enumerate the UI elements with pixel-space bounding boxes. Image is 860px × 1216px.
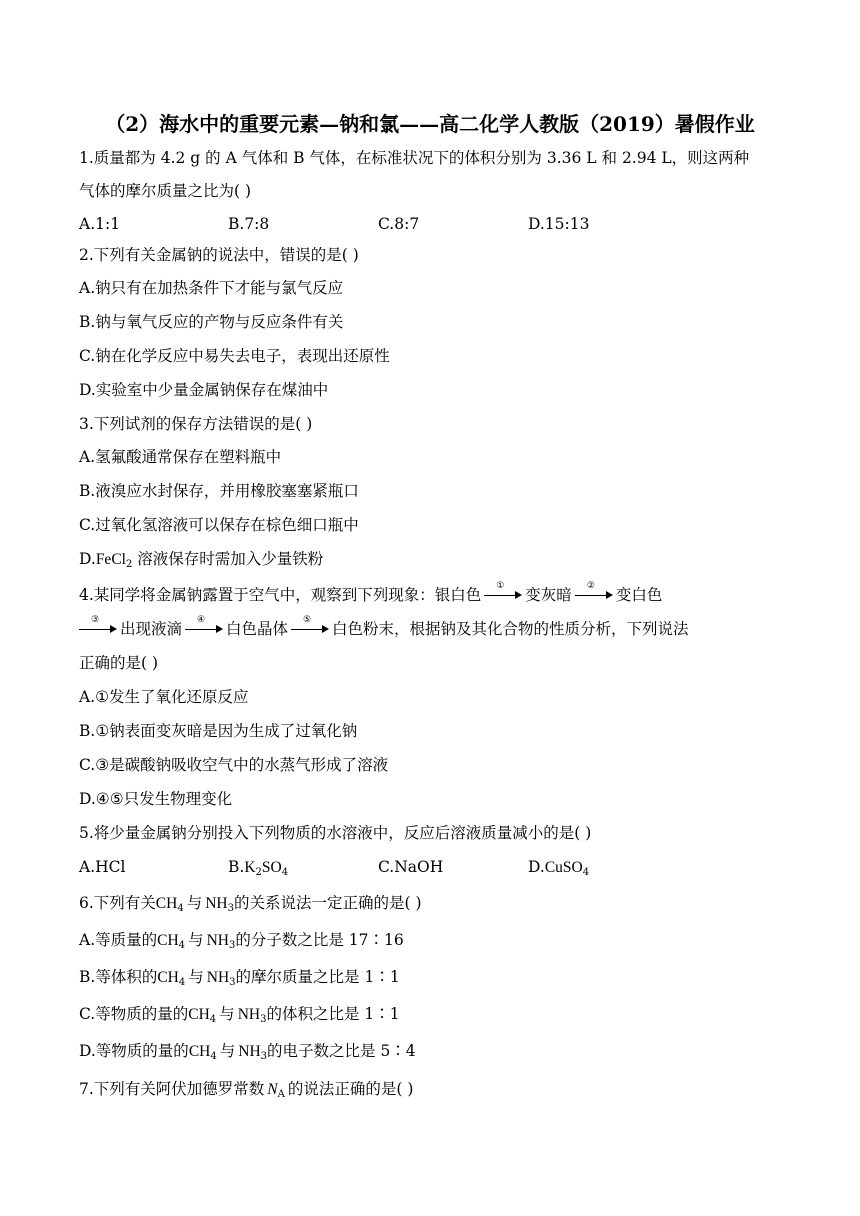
formula-subscript: 4 [582, 867, 590, 878]
formula-k: K [244, 859, 256, 876]
formula-fecl2: FeCl [95, 551, 126, 568]
q4-text-crystal: 白色晶体 [226, 620, 289, 638]
formula-nh3: NH [206, 969, 230, 986]
q3-option-c: C.过氧化氢溶液可以保存在棕色细口瓶中 [79, 516, 359, 534]
option-prefix: B. [228, 858, 245, 876]
symbol-avogadro: N [267, 1081, 278, 1098]
q3-stem: 3.下列试剂的保存方法错误的是( ) [79, 415, 313, 433]
arrow-label: ④ [197, 615, 206, 625]
q6-d-post: 的电子数之比是 5∶4 [267, 1042, 416, 1060]
q5-option-b [228, 857, 288, 883]
symbol-subscript: A [277, 1089, 285, 1100]
formula-subscript: 3 [229, 977, 236, 988]
q6-b-pre: B.等体积的 [79, 968, 158, 986]
formula-subscript: 4 [177, 903, 184, 914]
q3-option-d-prefix: D. [79, 550, 96, 568]
formula-subscript: 3 [227, 903, 234, 914]
option-prefix: D. [528, 858, 545, 876]
q3-option-a: A.氢氟酸通常保存在塑料瓶中 [79, 448, 282, 466]
q3-option-d [79, 549, 323, 575]
q4-stem-line1 [79, 581, 663, 605]
q1-stem-line2: 气体的摩尔质量之比为( ) [79, 182, 252, 200]
q2-stem: 2.下列有关金属钠的说法中，错误的是( ) [79, 246, 359, 264]
q5-option-a: A.HCl [79, 858, 126, 876]
q6-a-mid: 与 [188, 931, 204, 949]
arrow-label: ③ [91, 615, 100, 625]
formula-nh3: NH [237, 1006, 261, 1023]
formula-subscript: 3 [260, 1014, 267, 1025]
q4-text-droplets: 出现液滴 [120, 620, 183, 638]
formula-subscript: 2 [255, 867, 262, 878]
q6-c-post: 的体积之比是 1∶1 [266, 1005, 400, 1023]
q5-option-c: C.NaOH [378, 858, 444, 876]
formula-subscript: 4 [210, 1051, 217, 1062]
q4-text-grey: 变灰暗 [525, 586, 572, 604]
q1-option-a: A.1:1 [79, 215, 121, 233]
q6-stem-a: 6.下列有关 [79, 894, 156, 912]
formula-ch4: CH [157, 932, 179, 949]
q3-option-d-text: 溶液保存时需加入少量铁粉 [132, 550, 324, 568]
formula-ch4: CH [188, 1006, 210, 1023]
q4-option-d: D.④⑤只发生物理变化 [79, 790, 233, 808]
q6-b-post: 的摩尔质量之比是 1∶1 [235, 968, 400, 986]
q4-stem-line2 [79, 615, 689, 639]
q6-b-mid: 与 [188, 968, 204, 986]
q6-c-mid: 与 [219, 1005, 235, 1023]
formula-nh3: NH [205, 895, 228, 912]
formula-subscript: 4 [178, 977, 186, 988]
q6-option-c [79, 1004, 400, 1030]
arrow-label: ② [586, 581, 595, 591]
q6-option-b [79, 967, 400, 993]
q7-stem [79, 1079, 413, 1105]
formula-ch4: CH [188, 1043, 211, 1060]
page-title: （2）海水中的重要元素—钠和氯——高二化学人教版（2019）暑假作业 [105, 112, 755, 136]
q2-option-d: D.实验室中少量金属钠保存在煤油中 [79, 381, 329, 399]
q6-a-pre: A.等质量的 [79, 931, 158, 949]
formula-subscript: 2 [125, 559, 133, 570]
q1-option-d: D.15:13 [528, 215, 590, 233]
formula-cuso4: CuSO [544, 859, 583, 876]
formula-subscript: 3 [228, 940, 236, 951]
q2-option-b: B.钠与氧气反应的产物与反应条件有关 [79, 313, 344, 331]
q4-option-b: B.①钠表面变灰暗是因为生成了过氧化钠 [79, 722, 358, 740]
formula-subscript: 4 [209, 1014, 217, 1025]
formula-subscript: 3 [260, 1051, 268, 1062]
q5-stem: 5.将少量金属钠分别投入下列物质的水溶液中，反应后溶液质量减小的是( ) [79, 824, 592, 842]
q6-d-mid: 与 [219, 1042, 236, 1060]
q1-option-c: C.8:7 [378, 215, 420, 233]
arrow-label: ① [496, 581, 505, 591]
q6-c-pre: C.等物质的量的 [79, 1005, 189, 1023]
formula-subscript: 4 [178, 940, 186, 951]
q1-stem-line1: 1.质量都为 4.2 g 的 A 气体和 B 气体，在标准状况下的体积分别为 3.36 L 和 2.94 L，则这两种 [79, 149, 750, 167]
q4-option-a: A.①发生了氧化还原反应 [79, 688, 249, 706]
q3-option-b: B.液溴应水封保存，并用橡胶塞塞紧瓶口 [79, 482, 359, 500]
q1-option-b: B.7:8 [228, 215, 270, 233]
q6-stem-c: 的关系说法一定正确的是( ) [234, 894, 422, 912]
reaction-arrow-4 [185, 615, 223, 635]
q6-stem-b: 与 [186, 894, 203, 912]
q6-option-d [79, 1041, 416, 1067]
q4-text-powder: 白色粉末，根据钠及其化合物的性质分析，下列说法 [332, 620, 689, 638]
reaction-arrow-5 [291, 615, 329, 635]
formula-nh3: NH [238, 1043, 261, 1060]
q6-a-post: 的分子数之比是 17∶16 [235, 931, 404, 949]
q4-text-white: 变白色 [615, 586, 663, 604]
q2-option-c: C.钠在化学反应中易失去电子，表现出还原性 [79, 347, 390, 365]
reaction-arrow-1 [484, 581, 522, 601]
q7-stem-b: 的说法正确的是( ) [287, 1080, 414, 1098]
formula-ch4: CH [155, 895, 178, 912]
q4-option-c: C.③是碳酸钠吸收空气中的水蒸气形成了溶液 [79, 756, 389, 774]
formula-subscript: 4 [281, 867, 289, 878]
q6-d-pre: D.等物质的量的 [79, 1042, 189, 1060]
reaction-arrow-3 [79, 615, 117, 635]
formula-nh3: NH [206, 932, 229, 949]
reaction-arrow-2 [575, 581, 613, 601]
q4-text-silver: 4.某同学将金属钠露置于空气中，观察到下列现象：银白色 [79, 586, 482, 604]
formula-so: SO [261, 859, 282, 876]
q4-stem-line3: 正确的是( ) [79, 654, 159, 672]
arrow-label: ⑤ [303, 615, 312, 625]
formula-ch4: CH [157, 969, 179, 986]
q6-stem [79, 893, 422, 919]
q6-option-a [79, 930, 404, 956]
q2-option-a: A.钠只有在加热条件下才能与氯气反应 [79, 279, 344, 297]
q5-option-d [528, 857, 589, 883]
q7-stem-a: 7.下列有关阿伏加德罗常数 [79, 1080, 265, 1098]
